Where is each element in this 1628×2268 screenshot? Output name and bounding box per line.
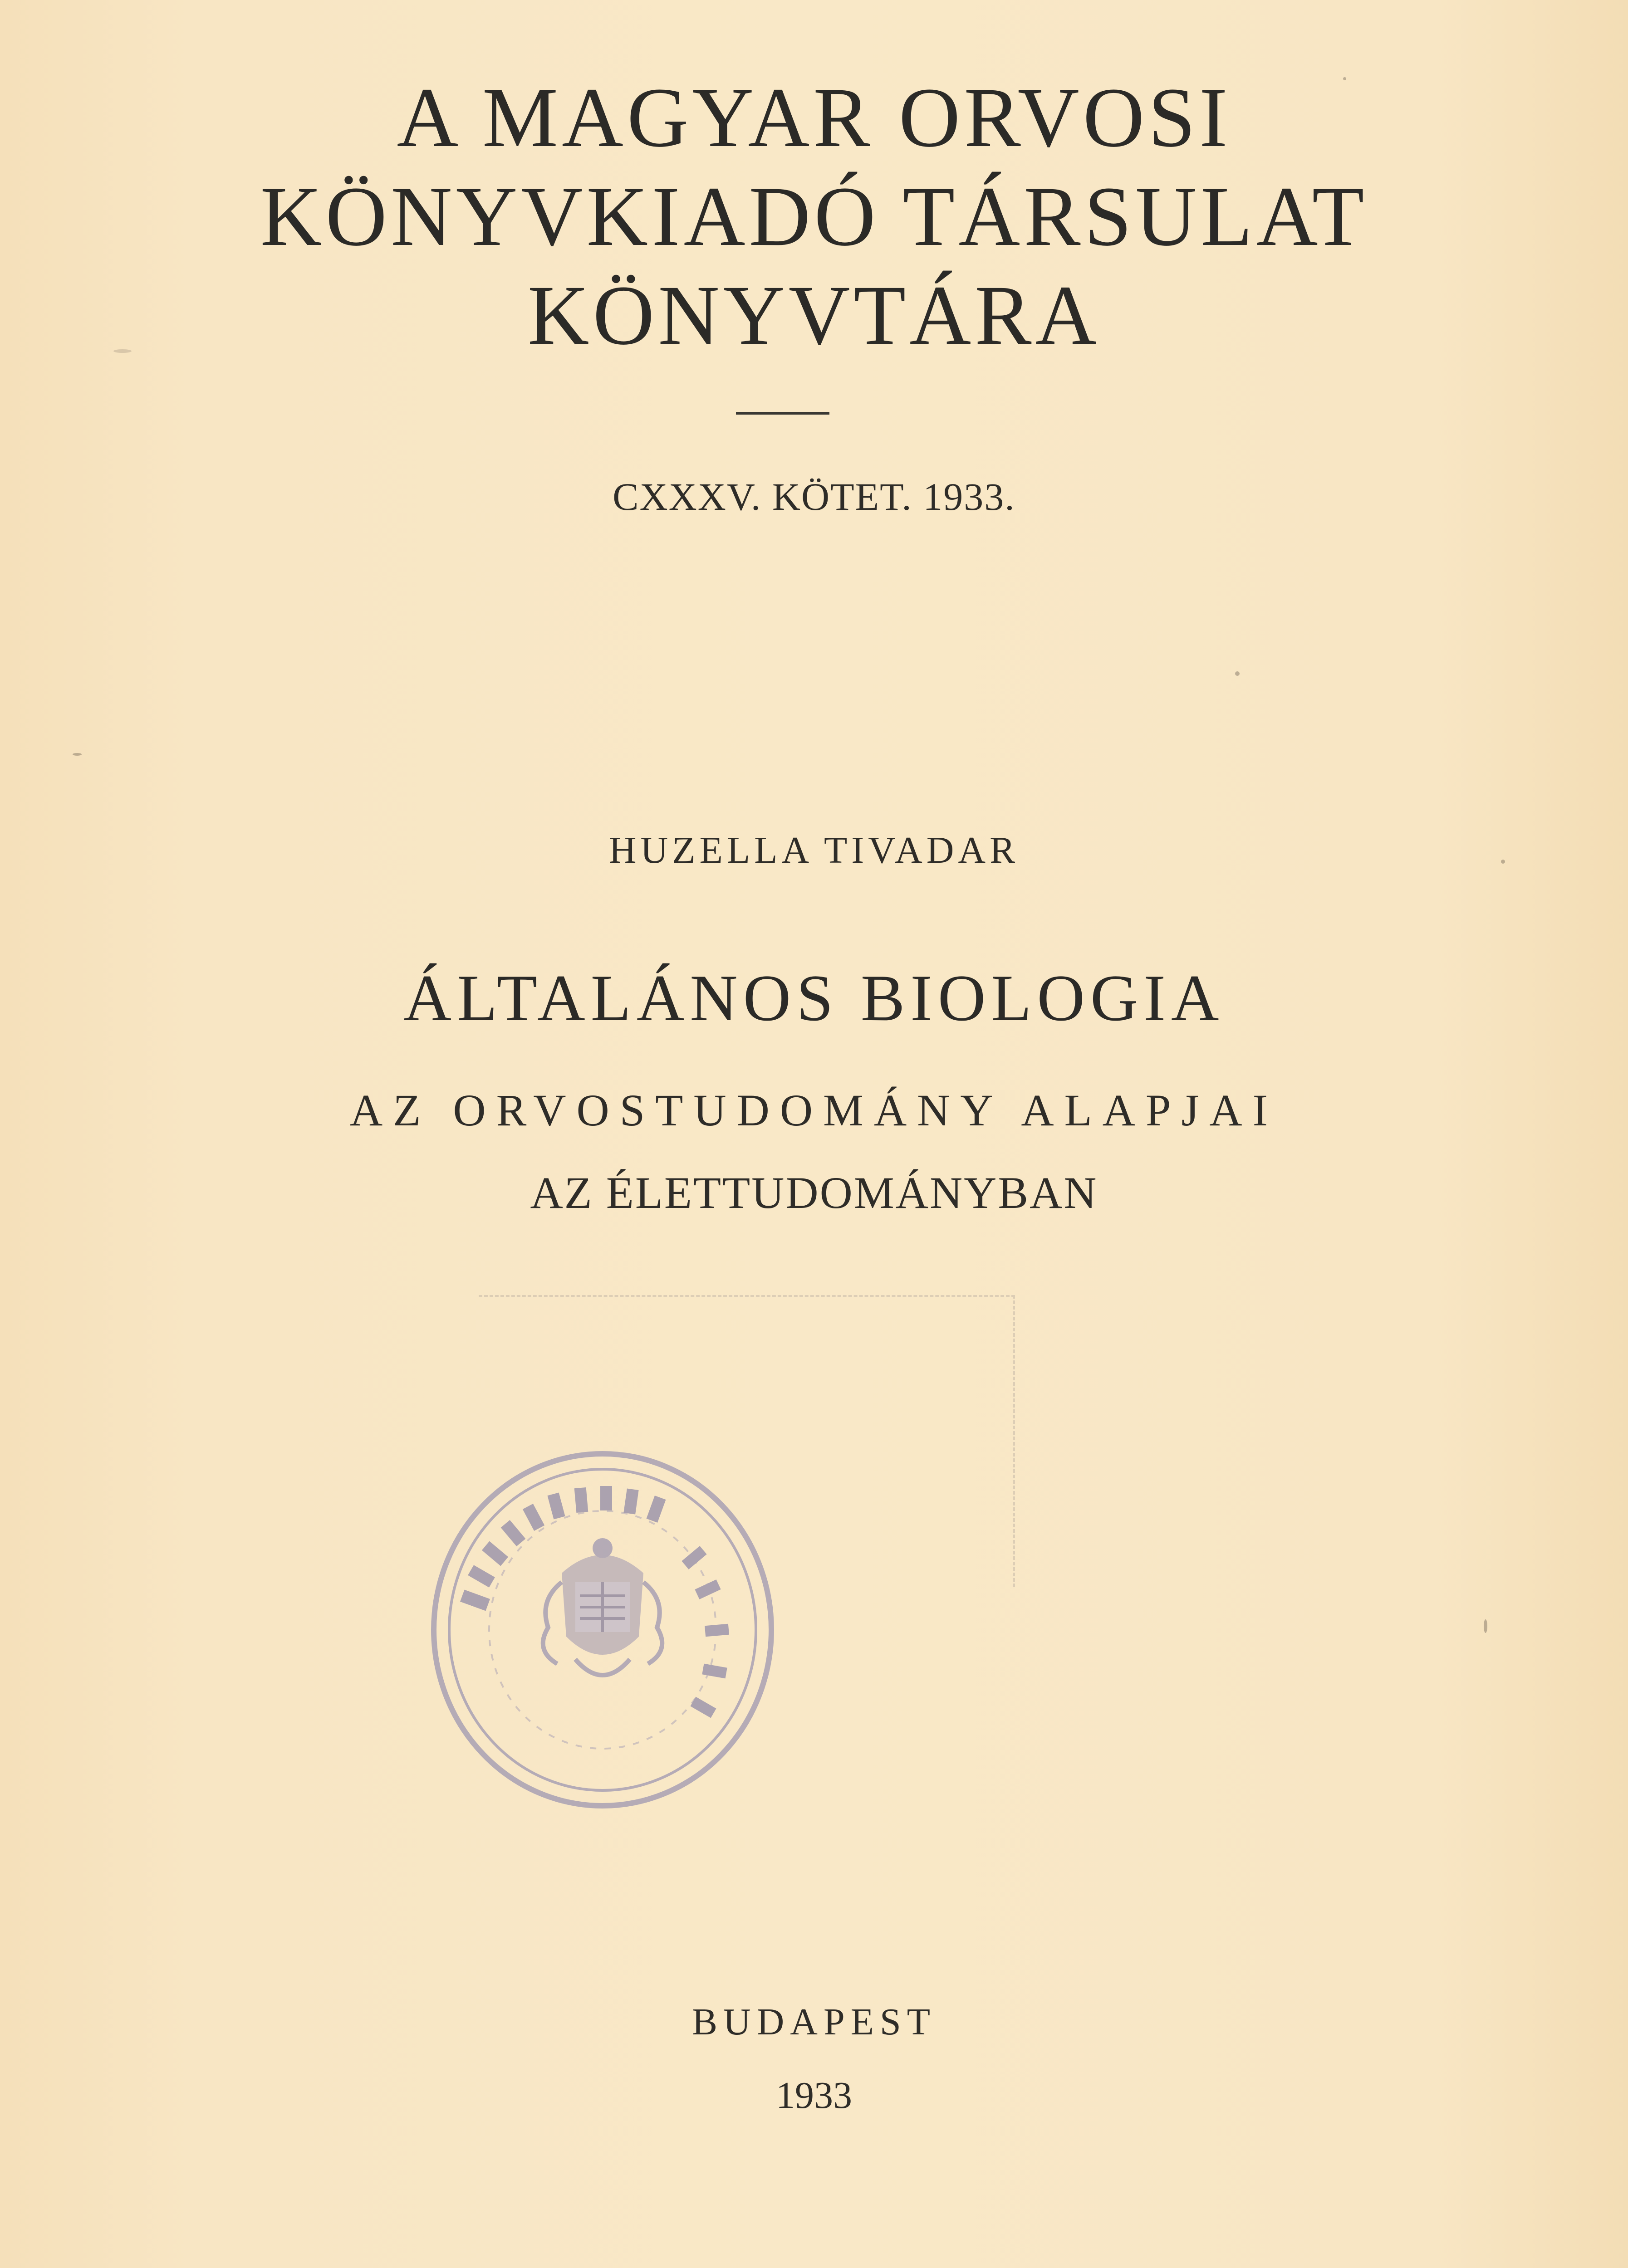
publication-year: 1933 [776,2074,852,2116]
paper-speck [1484,1619,1487,1633]
divider-rule [736,412,829,415]
paper-speck [1235,671,1240,676]
subtitle-line-1: AZ ORVOSTUDOMÁNY ALAPJAI [350,1085,1278,1135]
library-stamp [426,1446,780,1809]
book-title: ÁLTALÁNOS BIOLOGIA [403,961,1225,1035]
series-title-line-3: KÖNYVTÁRA [527,268,1101,362]
publication-city: BUDAPEST [691,2001,937,2043]
volume-line: CXXXV. KÖTET. 1933. [613,475,1015,518]
author-name: HUZELLA TIVADAR [608,829,1020,871]
crest-icon [543,1538,662,1675]
series-title-line-2: KÖNYVKIADÓ TÁRSULAT [260,169,1368,264]
series-title-line-1: A MAGYAR ORVOSI [397,70,1231,165]
paper-speck [1343,77,1346,80]
paper-speck [73,753,82,756]
subtitle-line-2: AZ ÉLETTUDOMÁNYBAN [530,1168,1098,1218]
paper-speck [1501,860,1505,864]
paper-speck [113,349,132,353]
series-title [0,68,1628,365]
